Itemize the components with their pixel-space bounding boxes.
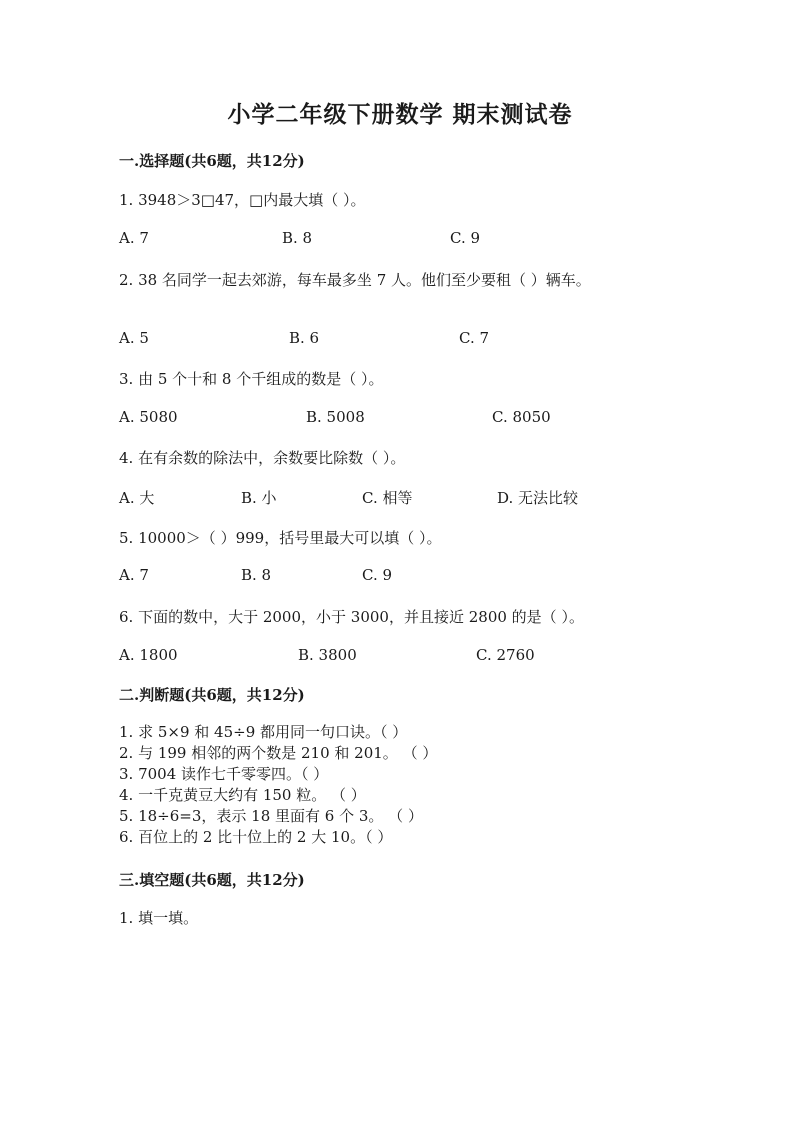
judgment-item-4: 4. 一千克黄豆大约有 150 粒。 （ ） bbox=[119, 786, 366, 804]
question-6: 6. 下面的数中，大于 2000，小于 3000，并且接近 2800 的是（ ）。 bbox=[119, 608, 584, 626]
option-c: C. 9 bbox=[450, 229, 481, 247]
question-5: 5. 10000＞（ ）999，括号里最大可以填（ ）。 bbox=[119, 529, 442, 547]
section-heading-fill: 三.填空题(共6题，共12分) bbox=[119, 871, 305, 889]
option-c: C. 9 bbox=[362, 566, 393, 584]
option-a: A. 5 bbox=[119, 329, 149, 347]
option-c: C. 2760 bbox=[476, 646, 535, 664]
option-c: C. 相等 bbox=[362, 489, 413, 507]
question-4: 4. 在有余数的除法中，余数要比除数（ ）。 bbox=[119, 449, 406, 467]
option-b: B. 8 bbox=[282, 229, 313, 247]
option-b: B. 6 bbox=[289, 329, 320, 347]
option-a: A. 7 bbox=[119, 229, 149, 247]
judgment-item-3: 3. 7004 读作七千零零四。（ ） bbox=[119, 765, 329, 783]
option-d: D. 无法比较 bbox=[497, 489, 579, 507]
page-title: 小学二年级下册数学 期末测试卷 bbox=[227, 101, 573, 128]
option-b: B. 小 bbox=[241, 489, 277, 507]
judgment-item-1: 1. 求 5×9 和 45÷9 都用同一句口诀。（ ） bbox=[119, 723, 408, 741]
question-3: 3. 由 5 个十和 8 个千组成的数是（ ）。 bbox=[119, 370, 384, 388]
question-1: 1. 3948＞3□47，□内最大填（ ）。 bbox=[119, 191, 366, 209]
option-c: C. 8050 bbox=[492, 408, 551, 426]
section-heading-choice: 一.选择题(共6题，共12分) bbox=[119, 152, 305, 170]
option-a: A. 5080 bbox=[119, 408, 178, 426]
judgment-item-6: 6. 百位上的 2 比十位上的 2 大 10。（ ） bbox=[119, 828, 393, 846]
option-c: C. 7 bbox=[459, 329, 490, 347]
question-2: 2. 38 名同学一起去郊游，每车最多坐 7 人。他们至少要租（ ）辆车。 bbox=[119, 271, 591, 289]
option-b: B. 5008 bbox=[306, 408, 365, 426]
option-b: B. 8 bbox=[241, 566, 272, 584]
option-b: B. 3800 bbox=[298, 646, 357, 664]
fill-question-1: 1. 填一填。 bbox=[119, 909, 199, 927]
option-a: A. 7 bbox=[119, 566, 149, 584]
option-a: A. 大 bbox=[119, 489, 155, 507]
judgment-item-2: 2. 与 199 相邻的两个数是 210 和 201。 （ ） bbox=[119, 744, 438, 762]
judgment-item-5: 5. 18÷6=3，表示 18 里面有 6 个 3。 （ ） bbox=[119, 807, 423, 825]
section-heading-judgment: 二.判断题(共6题，共12分) bbox=[119, 686, 305, 704]
option-a: A. 1800 bbox=[119, 646, 178, 664]
